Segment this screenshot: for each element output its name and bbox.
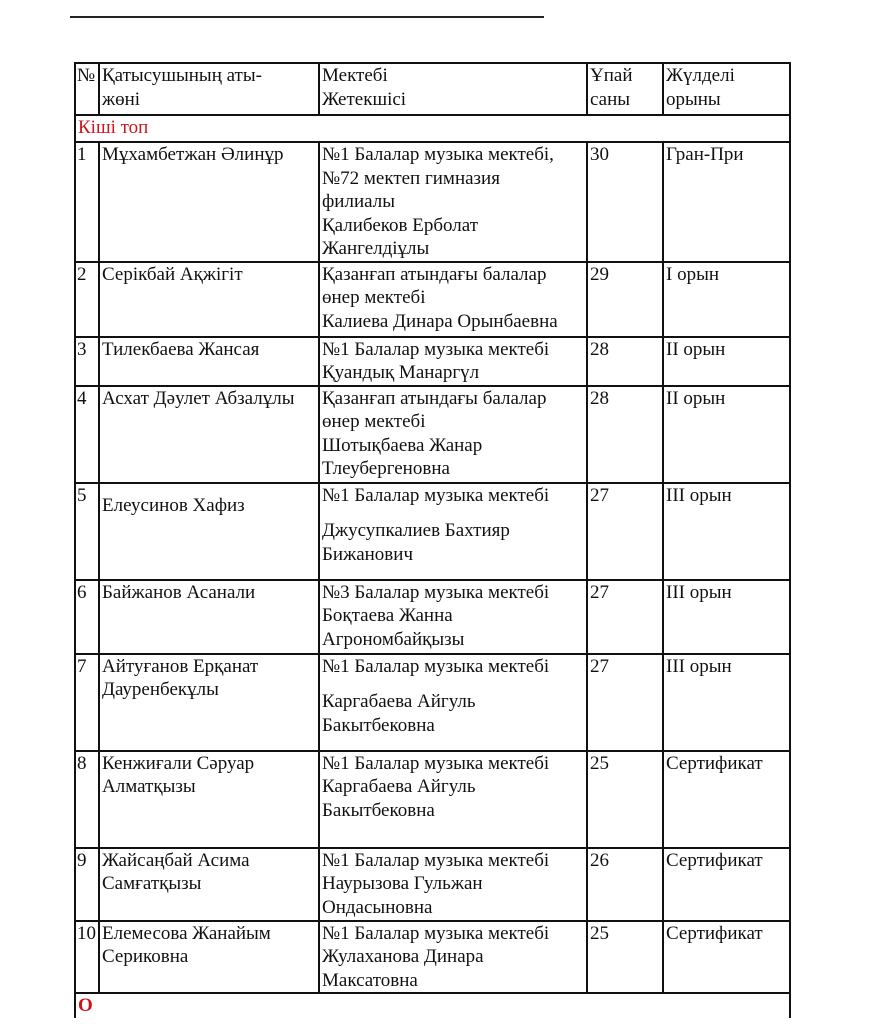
place: ІІ орын [663,386,790,483]
participant-name: Тилекбаева Жансая [99,337,319,386]
place: Сертификат [663,921,790,994]
row-num: 7 [75,654,99,751]
group-row-next [75,993,790,1018]
school-leader: №1 Балалар музыка мектебі, №72 мектеп гимназия филиалы Қалибеков Ерболат Жангелдіұлы [319,142,587,262]
results-table [74,62,791,1018]
school-leader: №1 Балалар музыка мектебі Джусупкалиев Бахтияр Бижанович [319,483,587,580]
score: 28 [587,386,663,483]
score: 25 [587,751,663,848]
row-num: 8 [75,751,99,848]
place: ІІІ орын [663,654,790,751]
table-row [75,337,790,386]
table-row [75,580,790,654]
score: 27 [587,483,663,580]
row-num: 10 [75,921,99,994]
participant-name: Жайсаңбай Асима Самғатқызы [99,848,319,921]
row-num: 2 [75,262,99,337]
table-row [75,921,790,994]
group-row-junior [75,115,790,142]
score: 26 [587,848,663,921]
table-row [75,751,790,848]
school-leader: №3 Балалар музыка мектебі Боқтаева Жанна Агрономбайқызы [319,580,587,654]
group-label: Кіші топ [75,115,790,142]
row-num: 3 [75,337,99,386]
participant-name: Байжанов Асанали [99,580,319,654]
participant-name: Кенжиғали Сәруар Алматқызы [99,751,319,848]
school-leader: №1 Балалар музыка мектебі Каргабаева Айгуль Бакытбековна [319,751,587,848]
place: ІІ орын [663,337,790,386]
table-row [75,142,790,262]
table-row [75,483,790,580]
school-leader: №1 Балалар музыка мектебі Жулаханова Динара Максатовна [319,921,587,994]
place: Гран-При [663,142,790,262]
row-num: 6 [75,580,99,654]
participant-name: Елемесова Жанайым Сериковна [99,921,319,994]
school-leader: №1 Балалар музыка мектебі Каргабаева Айгуль Бакытбековна [319,654,587,751]
header-score: Ұпай саны [587,63,663,115]
participant-name: Айтуғанов Ерқанат Дауренбекұлы [99,654,319,751]
school-leader: №1 Балалар музыка мектебі Наурызова Гульжан Ондасыновна [319,848,587,921]
table-header-row [75,63,790,115]
participant-name: Асхат Дәулет Абзалұлы [99,386,319,483]
row-num: 5 [75,483,99,580]
signature-line [70,16,544,18]
score: 28 [587,337,663,386]
school-leader: Қазанғап атындағы балалар өнер мектебі Калиева Динара Орынбаевна [319,262,587,337]
table-row [75,262,790,337]
header-place: Жүлделі орыны [663,63,790,115]
table-row [75,386,790,483]
row-num: 4 [75,386,99,483]
score: 29 [587,262,663,337]
school-leader: Қазанғап атындағы балалар өнер мектебі Шотықбаева Жанар Тлеубергеновна [319,386,587,483]
row-num: 9 [75,848,99,921]
participant-name: Елеусинов Хафиз [99,483,319,580]
participant-name: Серікбай Ақжігіт [99,262,319,337]
header-school: Мектебі Жетекшісі [319,63,587,115]
score: 27 [587,580,663,654]
score: 27 [587,654,663,751]
participant-name: Мұхамбетжан Әлинұр [99,142,319,262]
school-leader: №1 Балалар музыка мектебі Қуандық Манаргүл [319,337,587,386]
score: 30 [587,142,663,262]
table-row [75,848,790,921]
place: ІІІ орын [663,580,790,654]
header-num: № [75,63,99,115]
score: 25 [587,921,663,994]
place: Сертификат [663,848,790,921]
place: Сертификат [663,751,790,848]
next-group-label: О [75,993,790,1018]
header-participant: Қатысушының аты- жөні [99,63,319,115]
table-row [75,654,790,751]
row-num: 1 [75,142,99,262]
place: ІІІ орын [663,483,790,580]
place: І орын [663,262,790,337]
